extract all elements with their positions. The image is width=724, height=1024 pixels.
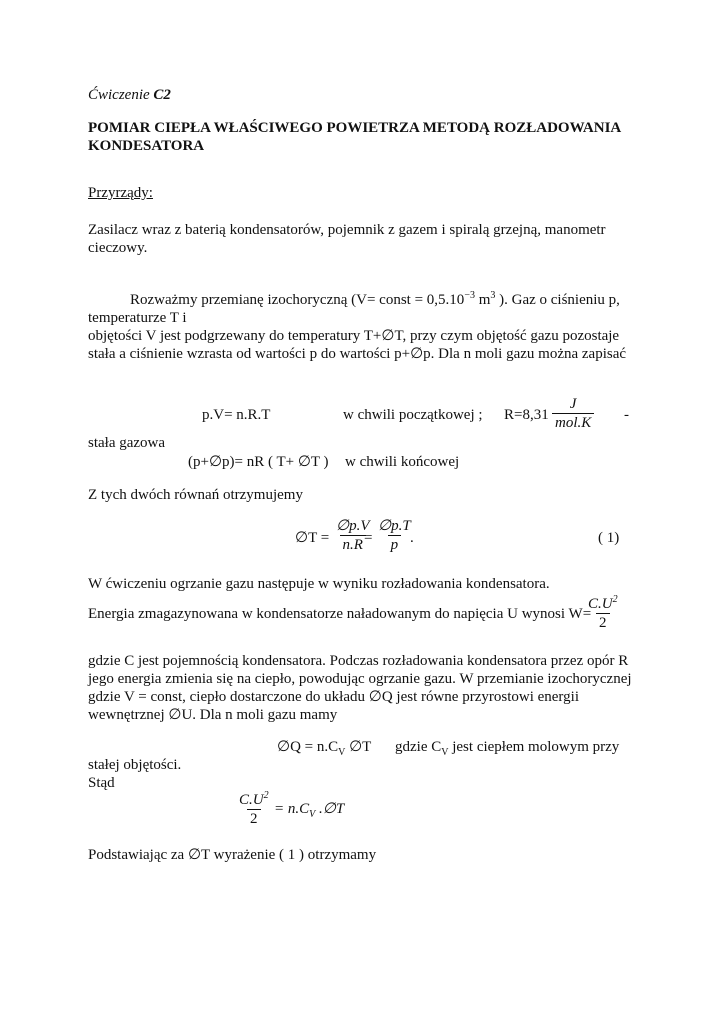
exercise-label <box>88 86 171 104</box>
eq5-den: 2 <box>247 809 261 828</box>
eq5-num <box>236 790 272 809</box>
energy-num <box>585 594 621 613</box>
para1-line-1 <box>130 290 620 309</box>
para1-line-2: temperaturze T i <box>88 310 187 326</box>
para2-line-2: jego energia zmienia się na ciepło, powodując ogrzanie gazu. W przemianie izochorycznej <box>88 671 632 687</box>
hence-text: Stąd <box>88 775 115 791</box>
para1-line1-b: m <box>474 292 491 308</box>
eq5-rhs-sub: V <box>309 809 316 820</box>
eq3-f2-den: p <box>388 535 402 554</box>
para1-line1-exp2: 3 <box>490 290 496 301</box>
eq4-desc-b: jest ciepłem molowym przy <box>448 739 620 755</box>
energy-den: 2 <box>596 613 610 632</box>
eq4-desc-a: gdzie C <box>395 739 442 755</box>
para2-line-1: gdzie C jest pojemnością kondensatora. Podczas rozładowania kondensatora przez opór R <box>88 653 629 669</box>
para1-line1-a: Rozważmy przemianę izochoryczną (V= const = 0,5.10 <box>130 292 465 308</box>
eq4-desc-sub: V <box>441 747 449 758</box>
eq3-lhs: ∅T = <box>295 530 330 546</box>
const-vol-text: stałej objętości. <box>88 757 182 773</box>
eq1-r-fraction <box>552 396 594 433</box>
heating-text: W ćwiczeniu ogrzanie gazu następuje w wyniku rozładowania kondensatora. <box>88 576 550 592</box>
eq3-fraction-2 <box>375 518 414 555</box>
para1-line-4: stała a ciśnienie wzrasta od wartości p do wartości p+∅p. Dla n moli gazu można zapisać <box>88 346 627 362</box>
gas-const-label: stała gazowa <box>88 435 166 451</box>
eq2-desc: w chwili końcowej <box>345 454 460 470</box>
eq1-dash: - <box>624 407 629 423</box>
eq5-fraction <box>236 790 272 829</box>
eq3-dot: . <box>410 530 414 546</box>
energy-num-exp: 2 <box>612 594 618 605</box>
eq1-desc: w chwili początkowej ; <box>343 407 483 423</box>
para1-line-3: objętości V jest podgrzewany do temperatury T+∅T, przy czym objętość gazu pozostaje <box>88 328 620 344</box>
instruments-line-2: cieczowy. <box>88 240 148 256</box>
eq1-left: p.V= n.R.T <box>202 407 271 423</box>
eq5-rhs <box>274 800 344 821</box>
energy-fraction <box>585 594 621 633</box>
eq5-num-base: C.U <box>239 792 264 808</box>
eq3-equals: = <box>364 530 373 546</box>
eq3-f2-num: ∅p.T <box>378 518 411 534</box>
eq4-desc <box>395 738 619 759</box>
eq4-formula-a: ∅Q = n.C <box>277 739 339 755</box>
final-text: Podstawiając za ∅T wyrażenie ( 1 ) otrzymamy <box>88 847 377 863</box>
eq1-r-label: R=8,31 <box>504 407 549 423</box>
eq5-rhs-b: .∅T <box>315 801 345 817</box>
eq3-f1-num: ∅p.V <box>336 518 370 534</box>
energy-text: Energia zmagazynowana w kondensatorze naładowanym do napięcia U wynosi W= <box>88 606 592 622</box>
eq4-formula-b: ∅T <box>345 739 372 755</box>
title-line-1: POMIAR CIEPŁA WŁAŚCIWEGO POWIETRZA METODĄ ROZŁADOWANIA <box>88 120 622 136</box>
energy-num-base: C.U <box>588 596 613 612</box>
instruments-line-1: Zasilacz wraz z baterią kondensatorów, pojemnik z gazem i spiralą grzejną, manometr <box>88 222 606 238</box>
instruments-heading: Przyrządy: <box>88 185 153 201</box>
para1-line1-exp: −3 <box>464 290 475 301</box>
exercise-prefix: Ćwiczenie <box>88 87 154 103</box>
eq1-r-den: mol.K <box>552 413 594 432</box>
eq3-f1-den: n.R <box>340 535 366 554</box>
exercise-code: C2 <box>153 87 171 103</box>
eq5-num-exp: 2 <box>263 790 269 801</box>
para2-line-4: wewnętrznej ∅U. Dla n moli gazu mamy <box>88 707 338 723</box>
para1-line1-c: ). Gaz o ciśnieniu p, <box>495 292 620 308</box>
eq1-r-num: J <box>569 396 577 412</box>
derive-text: Z tych dwóch równań otrzymujemy <box>88 487 303 503</box>
title-line-2: KONDESATORA <box>88 138 205 154</box>
eq3-number: ( 1) <box>598 530 620 546</box>
eq2-left: (p+∅p)= nR ( T+ ∅T ) <box>188 454 329 470</box>
eq5-rhs-a: = n.C <box>274 801 310 817</box>
eq4-formula <box>277 738 371 759</box>
para2-line-3: gdzie V = const, ciepło dostarczone do układu ∅Q jest równe przyrostowi energii <box>88 689 579 705</box>
eq4-formula-sub: V <box>338 747 346 758</box>
